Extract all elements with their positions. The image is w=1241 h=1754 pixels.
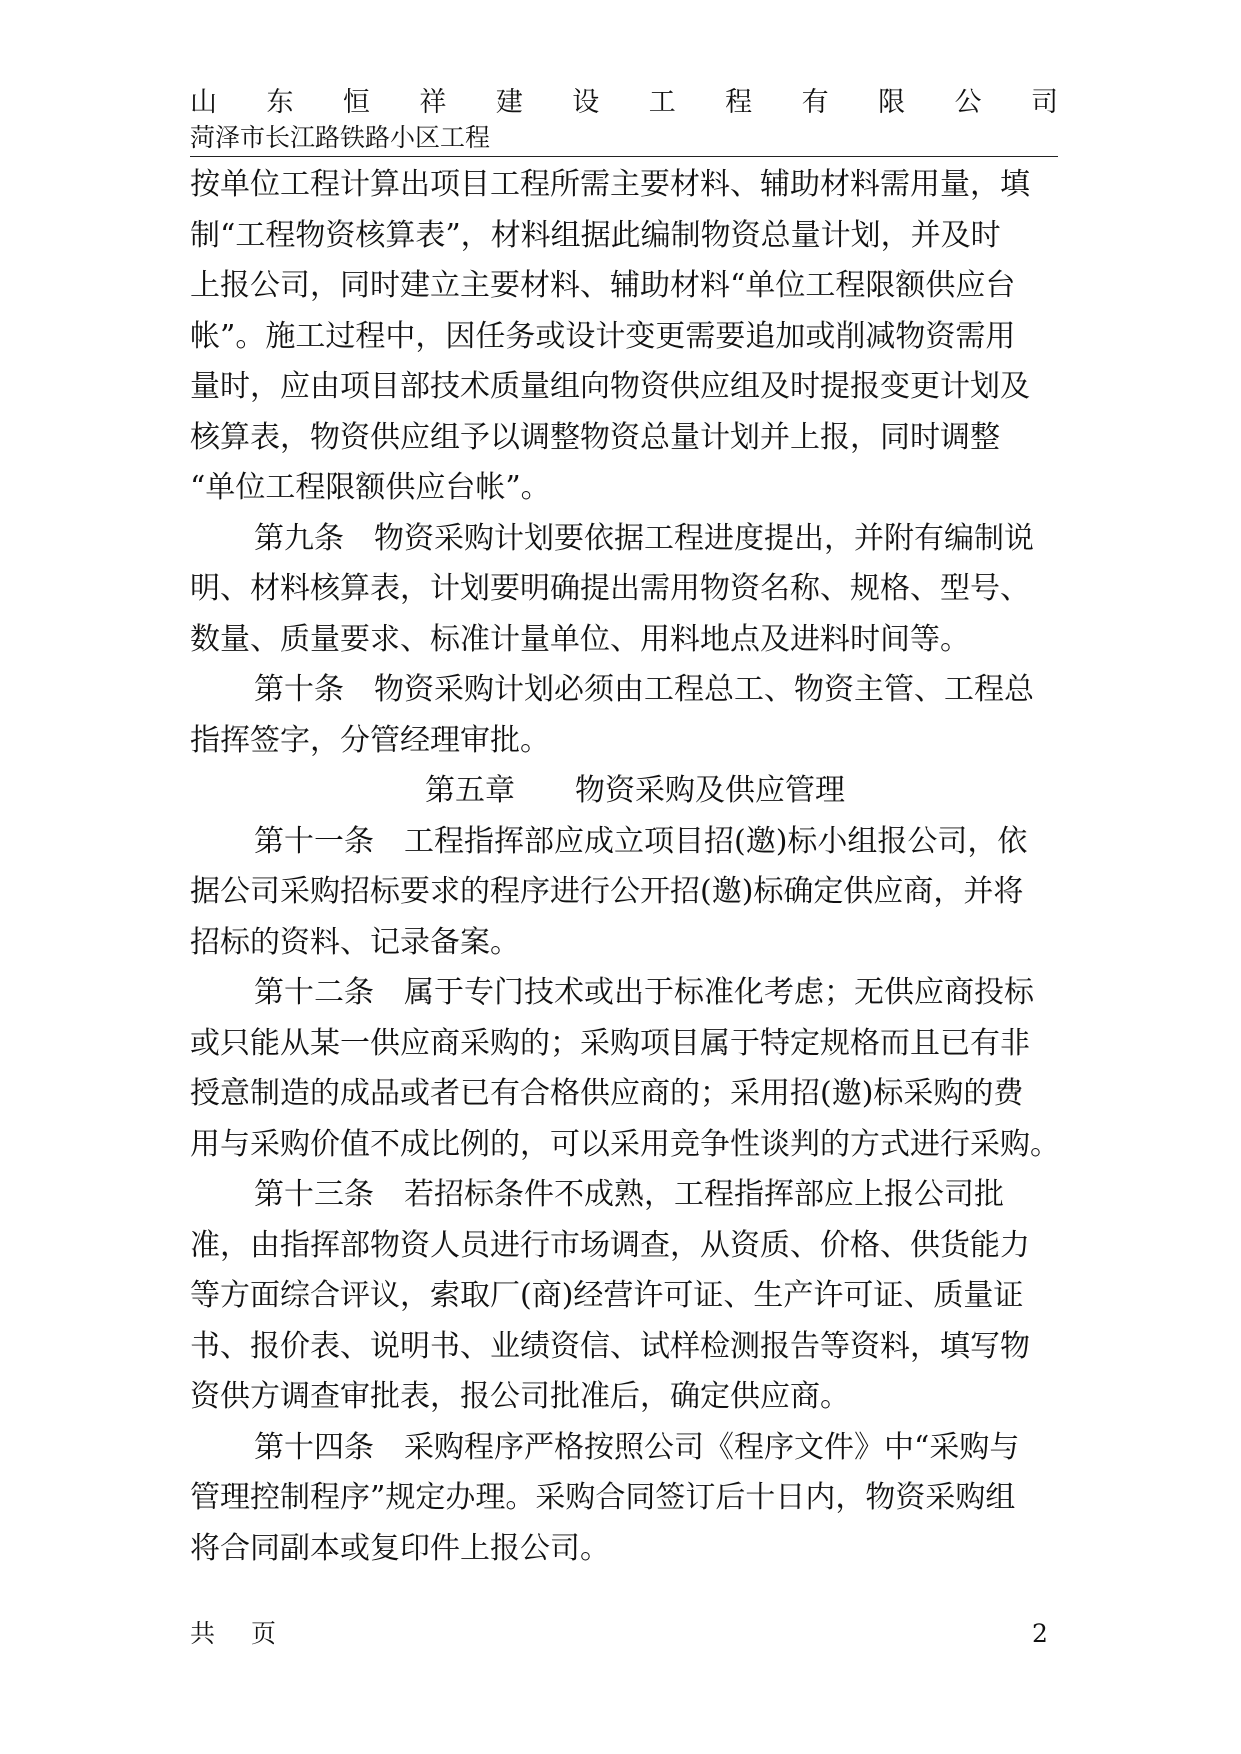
chapter-5-heading: 第五章 物资采购及供应管理 <box>425 773 845 808</box>
article-11: 第十一条 工程指挥部应成立项目招(邀)标小组报公司，依 据公司采购招标要求的程序进行公开招(邀)标确定供应商，并将 招标的资料、记录备案。 <box>190 823 1028 960</box>
footer-page-total <box>190 1618 276 1650</box>
article-10: 第十条 物资采购计划必须由工程总工、物资主管、工程总 指挥签字，分管经理审批。 <box>190 672 1034 758</box>
document-body <box>190 160 1070 1574</box>
company-char: 恒 <box>342 87 370 118</box>
article-9: 第九条 物资采购计划要依据工程进度提出，并附有编制说 明、材料核算表，计划要明确提出需用物资名称、规格、型号、 数量、质量要求、标准计量单位、用料地点及进料时间等。 <box>190 520 1034 657</box>
company-char: 祥 <box>419 87 447 118</box>
company-char: 限 <box>878 87 906 118</box>
paragraph-continuation: 按单位工程计算出项目工程所需主要材料、辅助材料需用量，填 制“工程物资核算表”，材料组据此编制物资总量计划，并及时 上报公司，同时建立主要材料、辅助材料“单位工程限额供应台 帐”。施工过程中，因任务或设计变更需要追加或削减物资需用 量时，应由项目部技术质量组向物资供应组及时提报变更计划及 核算表，物资供应组予以调整物资总量计划并上报，同时调整 “单位工程限额供应台帐”。 <box>190 167 1030 505</box>
company-char: 东 <box>266 87 294 118</box>
article-14: 第十四条 采购程序严格按照公司《程序文件》中“采购与 管理控制程序”规定办理。采购合同签订后十日内，物资采购组 将合同副本或复印件上报公司。 <box>190 1429 1020 1566</box>
company-char: 建 <box>495 87 523 118</box>
company-char: 程 <box>725 87 753 118</box>
header-divider <box>190 156 1058 157</box>
company-char: 设 <box>572 87 600 118</box>
company-char: 工 <box>648 87 676 118</box>
company-char: 公 <box>954 87 982 118</box>
article-13: 第十三条 若招标条件不成熟，工程指挥部应上报公司批 准，由指挥部物资人员进行市场调查，从资质、价格、供货能力 等方面综合评议，索取厂(商)经营许可证、生产许可证、质量证 书、报价表、说明书、业绩资信、试样检测报告等资料，填写物 资供方调查审批表，报公司批准后，确定供应商。 <box>190 1177 1030 1414</box>
page-number: 2 <box>1032 1619 1048 1648</box>
company-char: 司 <box>1030 87 1058 118</box>
company-char: 山 <box>190 87 217 118</box>
project-name: 菏泽市长江路铁路小区工程 <box>190 123 491 152</box>
company-name <box>190 86 1058 120</box>
company-char: 有 <box>801 87 829 118</box>
article-12: 第十二条 属于专门技术或出于标准化考虑；无供应商投标 或只能从某一供应商采购的；采购项目属于特定规格而且已有非 授意制造的成品或者已有合格供应商的；采用招(邀)标采购的费 用与采购价值不成比例的，可以采用竞争性谈判的方式进行采购。 <box>190 975 1060 1162</box>
footer-label-total: 共 <box>190 1619 216 1648</box>
footer-label-page: 页 <box>251 1619 277 1648</box>
page-header <box>190 86 1058 154</box>
